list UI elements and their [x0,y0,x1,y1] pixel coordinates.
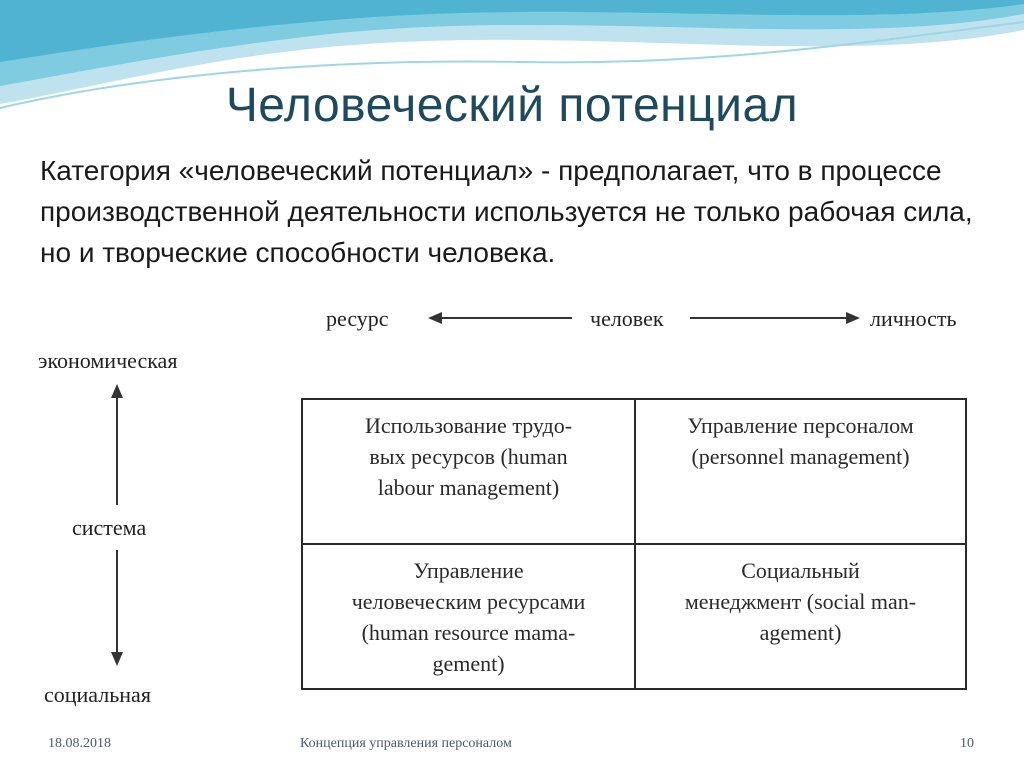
management-matrix [301,398,967,690]
axis-label-human: человек [590,306,664,331]
matrix-cell-personnel-management: Управление персоналом (personnel management) [636,400,965,545]
footer-date: 18.08.2018 [48,736,111,751]
matrix-cell-human-resource-management: Управление человеческим ресурсами (human resource mama- gement) [303,545,636,688]
axis-label-resource: ресурс [326,306,389,331]
axis-label-personality: личность [870,306,957,331]
footer-page-number: 10 [960,736,974,751]
axis-label-system: система [72,515,147,540]
intro-paragraph: Категория «человеческий потенциал» - предполагает, что в процессе производственной деятельности используется не только рабочая сила, но и творческие способности человека. [40,155,973,268]
slide-title: Человеческий потенциал [225,79,799,132]
matrix-cell-social-management: Социальный менеджмент (social man- agement) [684,558,917,645]
footer-topic: Концепция управления персоналом [300,736,512,751]
axis-label-economic: экономическая [38,348,178,373]
axis-label-social: социальная [44,682,151,707]
matrix-cell-labour-management: Использование трудо- вых ресурсов (human labour management) [303,400,636,545]
